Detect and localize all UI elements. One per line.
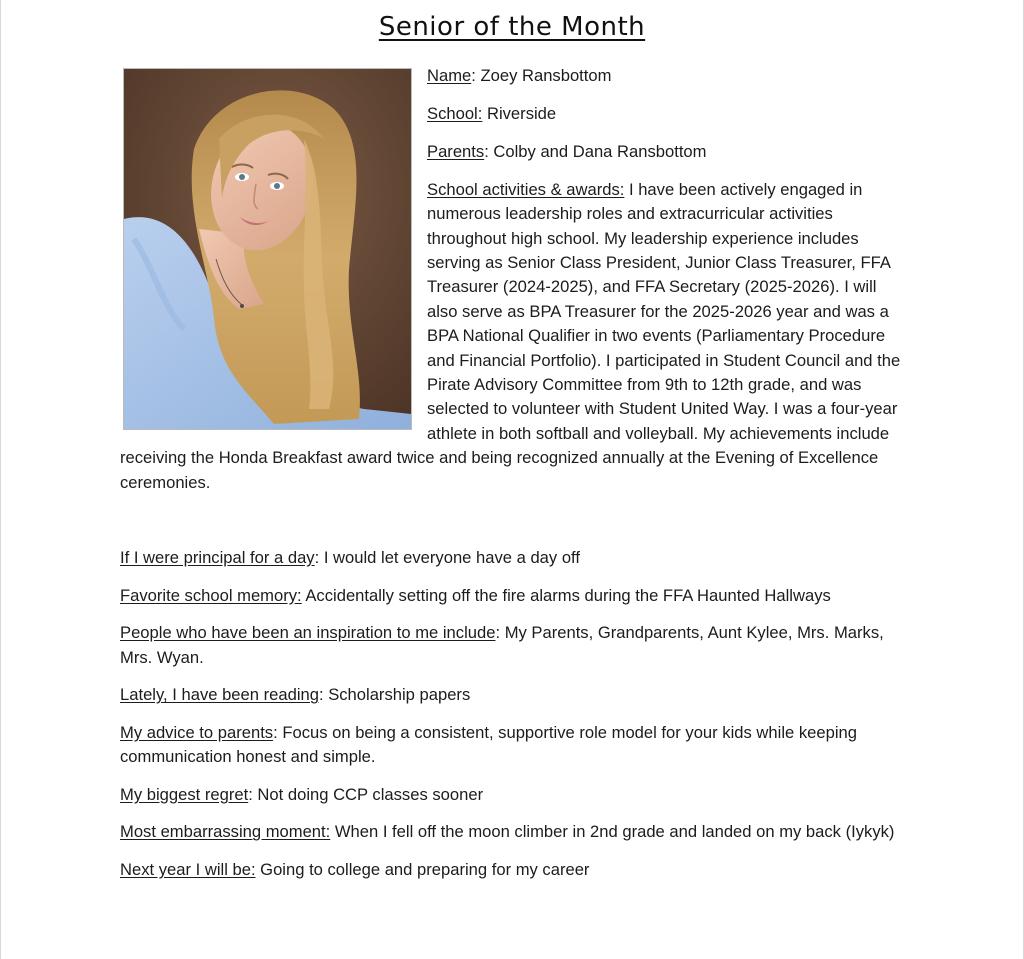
qa-answer: When I fell off the moon climber in 2nd grade and landed on my back (Iykyk) bbox=[330, 822, 895, 842]
qa-advice bbox=[120, 721, 905, 770]
senior-portrait-photo bbox=[123, 68, 412, 430]
qa-answer: : Scholarship papers bbox=[318, 685, 471, 705]
qa-label: Favorite school memory: bbox=[120, 585, 302, 605]
qa-inspiration bbox=[120, 621, 905, 670]
qa-label: People who have been an inspiration to me include bbox=[120, 623, 496, 643]
school-value: Riverside bbox=[482, 103, 557, 123]
activities-label: School activities & awards: bbox=[427, 179, 625, 199]
page-title: Senior of the Month bbox=[378, 12, 646, 42]
qa-answer: : I would let everyone have a day off bbox=[314, 548, 580, 567]
activities-value: I have been actively engaged in numerous leadership roles and extracurricular activities throughout high school. My leadership experience includes serving as Senior Class President, Junior Class Treasurer, FFA Treasurer (2024-2025), and FFA Secretary (2025-2026). I will also serve as BPA Treasurer for the 2025-2026 year and was a BPA National Qualifier in two events (Parliamentary Procedure and Financial Portfolio). I participated in Student Council and the Pirate Advisory Committee from 9th to 12th grade, and was selected to volunteer with Student United Way. I was a four-year athlete in both softball and volleyball. My achievements include receiving the Honda Breakfast award twice and being recognized annually at the Evening of Excellence ceremonies. bbox=[120, 179, 901, 492]
qa-answer: Going to college and preparing for my career bbox=[255, 859, 590, 879]
profile-section bbox=[120, 64, 905, 495]
qa-label: Lately, I have been reading bbox=[120, 685, 319, 705]
qa-answer: : Not doing CCP classes sooner bbox=[248, 784, 484, 804]
qa-answer: : My Parents, Grandparents, Aunt Kylee, Mrs. Marks, Mrs. Wyan. bbox=[120, 623, 884, 667]
qa-answer: : Focus on being a consistent, supportive role model for your kids while keeping communication honest and simple. bbox=[120, 722, 857, 767]
qa-label: Next year I will be: bbox=[120, 859, 256, 879]
name-value: : Zoey Ransbottom bbox=[471, 66, 612, 85]
qa-next-year bbox=[120, 858, 905, 882]
qa-label: If I were principal for a day bbox=[120, 548, 315, 567]
qa-regret bbox=[120, 783, 905, 807]
qa-principal bbox=[120, 546, 905, 570]
qa-reading bbox=[120, 683, 905, 707]
qa-label: My biggest regret bbox=[120, 784, 249, 804]
questionnaire-section bbox=[120, 546, 905, 896]
name-label: Name bbox=[427, 66, 472, 85]
school-label: School: bbox=[427, 103, 483, 123]
qa-label: Most embarrassing moment: bbox=[120, 822, 331, 842]
qa-embarrassing bbox=[120, 820, 905, 844]
parents-value: : Colby and Dana Ransbottom bbox=[484, 141, 707, 161]
qa-answer: Accidentally setting off the fire alarms during the FFA Haunted Hallways bbox=[301, 585, 831, 605]
qa-label: My advice to parents bbox=[120, 722, 274, 742]
parents-label: Parents bbox=[427, 141, 485, 161]
qa-favorite-memory bbox=[120, 584, 905, 608]
